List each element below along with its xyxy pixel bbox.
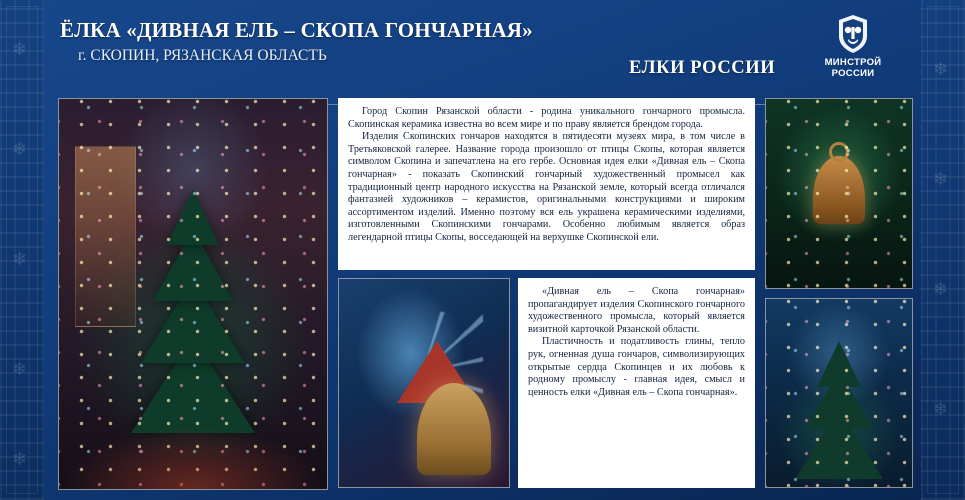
logo-line-1: МИНСТРОЙ <box>824 57 882 68</box>
page-title: ЁЛКА «ДИВНАЯ ЕЛЬ – СКОПА ГОНЧАРНАЯ» <box>60 18 533 42</box>
page-subtitle: г. СКОПИН, РЯЗАНСКАЯ ОБЛАСТЬ <box>78 47 327 64</box>
middle-bottom-row <box>338 278 755 488</box>
snowflake-icon: ❄ <box>933 169 949 189</box>
snowflake-icon: ❄ <box>12 359 28 379</box>
title-block <box>60 18 533 65</box>
snowflake-icon: ❄ <box>12 39 28 59</box>
left-column <box>58 98 328 488</box>
slide-content <box>58 98 913 488</box>
photo-bell-snowflake <box>338 278 510 488</box>
photo-blue-tree <box>765 298 913 489</box>
main-paragraph-2: Изделия Скопинских гончаров находятся в пятидесяти музеях мира, в том числе в Третьяковской галерее. Название города произошло от птицы Скопы, которая является символом Скопина и запечатлена на его гербе. Основная идея елки «Дивная ель – Скопа гончарная» - показать Скопинский гончарный художественный промысел как традиционный центр народного искусства на Рязанской земле, который всегда отличался фантазией художников – керамистов, оригинальными конструкциями и широким ассортиментом изделий. Именно поэтому вся ель украшена керамическими изделиями, изготовленными Скопинскими гончарами. Особенно любимым является образ легендарной птицы Скопы, восседающей на верхушке Скопинской ели. <box>348 131 745 243</box>
right-column <box>765 98 913 488</box>
center-brand-label: ЕЛКИ РОССИИ <box>629 58 776 78</box>
snowflake-icon: ❄ <box>933 279 949 299</box>
snowflake-icon: ❄ <box>12 449 28 469</box>
snowflake-icon: ❄ <box>12 249 28 269</box>
tree-lights-overlay <box>766 99 912 288</box>
ministry-logo <box>793 14 913 79</box>
secondary-paragraph-2: Пластичность и податливость глины, тепло рук, огненная душа гончаров, символизирующих открытые сердца Скопинцев и их любовь к родному промыслу - главная идея, смысл и ценность елки «Дивная ель – Скопа гончарная». <box>528 336 745 398</box>
floor-glow <box>59 399 327 489</box>
slide-header <box>44 14 921 88</box>
photo-bell-on-branch <box>765 98 913 289</box>
left-ornament-band <box>0 0 44 500</box>
right-ornament-band <box>921 0 965 500</box>
secondary-paragraph-1: «Дивная ель – Скопа гончарная» пропагандирует изделия Скопинского гончарного художественного промысла, который является визитной карточкой Рязанской области. <box>528 286 745 335</box>
photo-bell-snowflake-image <box>339 279 509 487</box>
photo-blue-tree-image <box>766 299 912 488</box>
main-description-panel <box>338 98 755 270</box>
snowflake-icon: ❄ <box>933 399 949 419</box>
tree-lights-overlay <box>766 299 912 488</box>
main-paragraph-1: Город Скопин Рязанской области - родина уникального гончарного промысла. Скопинская керамика известна во всем мире и по праву является брендом города. <box>348 106 745 130</box>
photo-bell-on-branch-image <box>766 99 912 288</box>
middle-column <box>338 98 755 488</box>
russian-coat-of-arms-icon <box>836 14 870 54</box>
secondary-description-panel <box>518 278 755 488</box>
photo-main-tree <box>58 98 328 490</box>
snowflake-icon: ❄ <box>12 139 28 159</box>
snowflake-icon: ❄ <box>933 59 949 79</box>
photo-main-tree-image <box>59 99 327 489</box>
logo-line-2: РОССИИ <box>831 68 875 79</box>
